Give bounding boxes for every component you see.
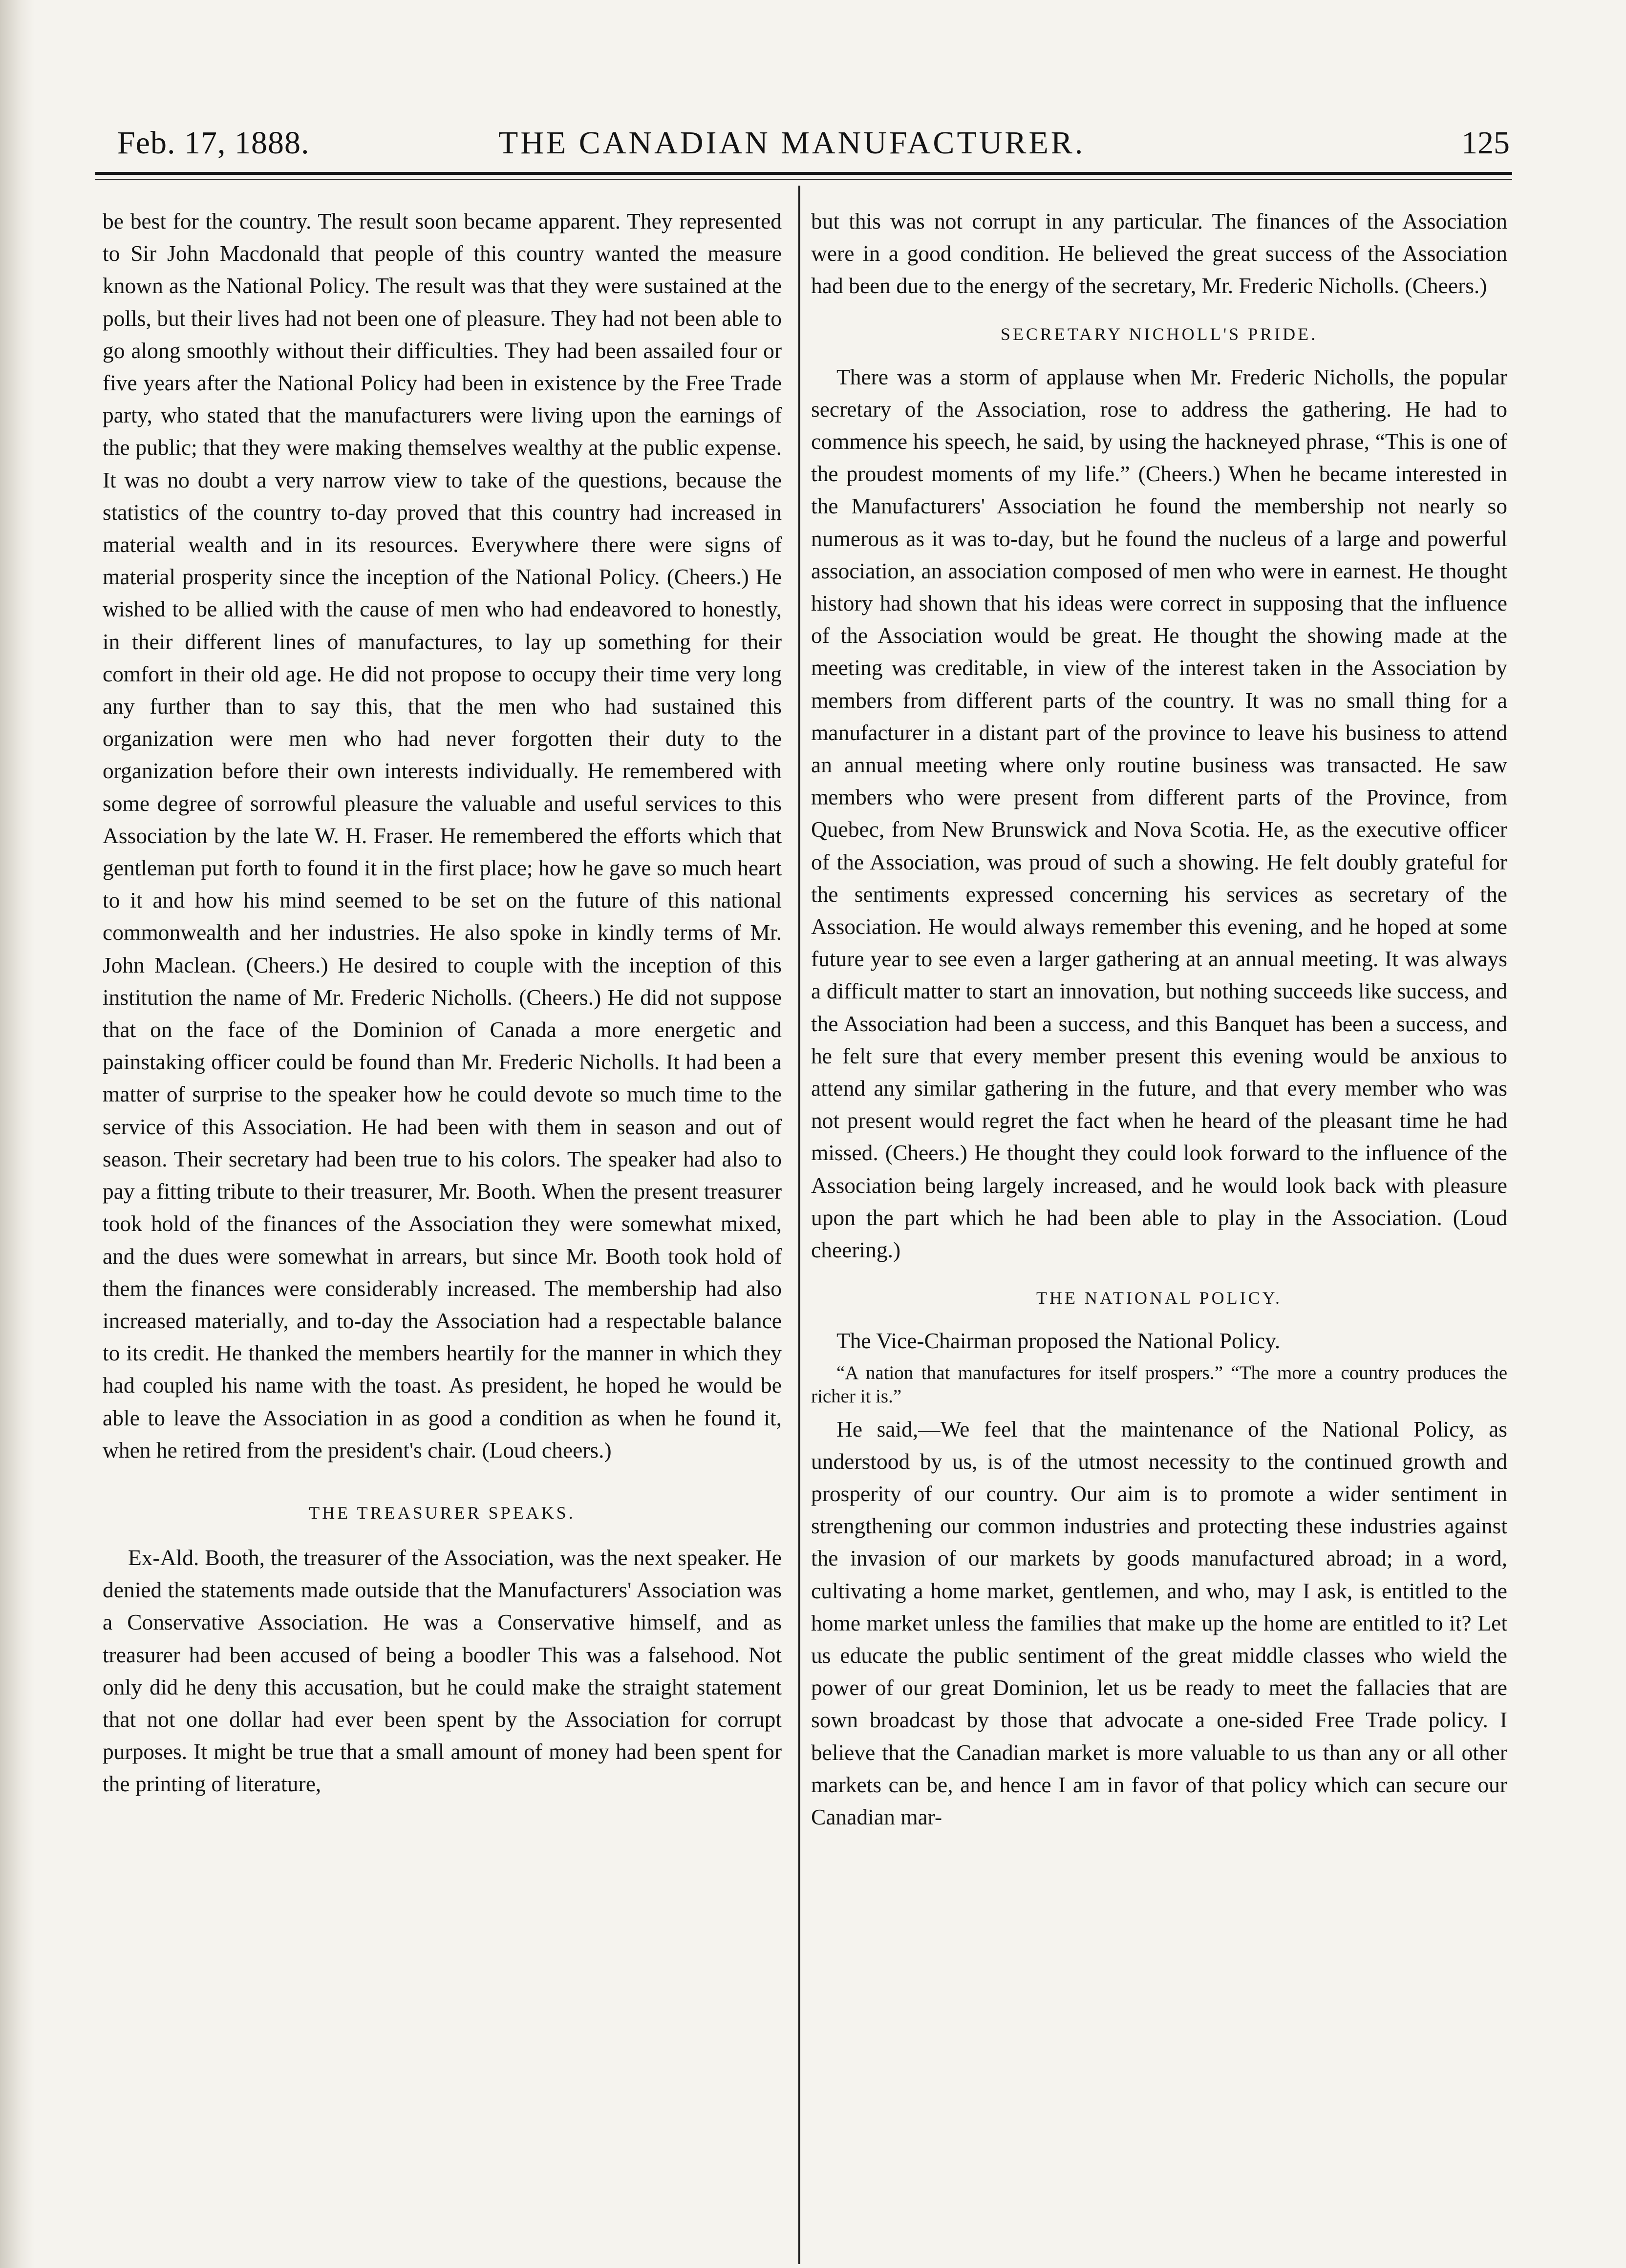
issue-date: Feb. 17, 1888.	[117, 125, 310, 161]
publication-title: THE CANADIAN MANUFACTURER.	[498, 125, 1086, 161]
right-column	[811, 205, 1507, 1833]
header-rule-thick	[95, 172, 1512, 175]
section-heading-secretary: SECRETARY NICHOLL'S PRIDE.	[1000, 324, 1318, 344]
article-paragraph: The Vice-Chairman proposed the National Policy.	[836, 1328, 1281, 1354]
scan-edge-shadow	[0, 0, 34, 2268]
column-divider	[798, 186, 800, 2264]
section-heading-national-policy: THE NATIONAL POLICY.	[1036, 1288, 1282, 1308]
page-header	[98, 125, 1510, 178]
article-paragraph: but this was not corrupt in any particular. The finances of the Association were in a good condition. He believed the great success of the Association had been due to the energy of the secretary, Mr. Frederic Nicholls. (Cheers.)	[811, 209, 1507, 298]
header-rule-thin	[95, 179, 1512, 180]
article-paragraph: He said,—We feel that the maintenance of the National Policy, as understood by us, is of the utmost necessity to the continued growth and prosperity of our country. Our aim is to promote a wider sentiment in strengthening our common industries and protecting these industries against the invasion of our markets by goods manufactured abroad; in a word, cultivating a home market, gentlemen, and who, may I ask, is entitled to the home market unless the families that make up the home are entitled to it? Let us educate the public sentiment of the great middle classes who wield the power of our great Dominion, let us be ready to meet the fallacies that are sown broadcast by those that advocate a one-sided Free Trade policy. I believe that the Canadian market is more valuable to us than any or all other markets can be, and hence I am in favor of that policy which can secure our Canadian mar-	[811, 1416, 1507, 1829]
motto-quote: “A nation that manufactures for itself prospers.” “The more a country produces the richer it is.”	[811, 1362, 1507, 1407]
left-column	[103, 205, 782, 1801]
section-heading-treasurer: THE TREASURER SPEAKS.	[309, 1503, 576, 1523]
page-number: 125	[1461, 125, 1510, 161]
article-paragraph: There was a storm of applause when Mr. Frederic Nicholls, the popular secretary of the Association, rose to address the gathering. He had to commence his speech, he said, by using the hackneyed phrase, “This is one of the proudest moments of my life.” (Cheers.) When he became interested in the Manufacturers' Association he found the membership not nearly so numerous as it was to-day, but he found the nucleus of a large and powerful association, an association composed of men who were in earnest. He thought history had shown that his ideas were correct in supposing that the influence of the Association would be great. He thought the showing made at the meeting was creditable, in view of the interest taken in the Association by members from different parts of the country. It was no small thing for a manufacturer in a distant part of the province to leave his business to attend an annual meeting where only routine business was transacted. He saw members who were present from different parts of the Province, from Quebec, from New Brunswick and Nova Scotia. He, as the executive officer of the Association, was proud of such a showing. He felt doubly grateful for the sentiments expressed concerning his services as secretary of the Association. He would always remember this evening, and he hoped at some future year to see even a larger gathering at an annual meeting. It was always a difficult matter to start an innovation, but nothing succeeds like success, and the Association had been a success, and this Banquet has been a success, and he felt sure that every member present this evening would be anxious to attend any similar gathering in the future, and that every member who was not present would regret the fact when he heard of the pleasant time he had missed. (Cheers.) He thought they could look forward to the influence of the Association being largely increased, and he would look back with pleasure upon the part which he had been able to play in the Association. (Loud cheering.)	[811, 364, 1507, 1263]
article-paragraph: Ex-Ald. Booth, the treasurer of the Association, was the next speaker. He denied the statements made outside that the Manufacturers' Association was a Conservative Association. He was a Conservative himself, and as treasurer had been accused of being a boodler This was a falsehood. Not only did he deny this accusation, but he could make the straight statement that not one dollar had ever been spent by the Association for corrupt purposes. It might be true that a small amount of money had been spent for the printing of literature,	[103, 1545, 782, 1797]
article-paragraph: be best for the country. The result soon became apparent. They represented to Sir John Macdonald that people of this country wanted the measure known as the National Policy. The result was that they were sustained at the polls, but their lives had not been one of pleasure. They had not been able to go along smoothly without their difficulties. They had been assailed four or five years after the National Policy had been in existence by the Free Trade party, who stated that the manufacturers were living upon the earnings of the public; that they were making themselves wealthy at the public expense. It was no doubt a very narrow view to take of the questions, because the statistics of the country to-day proved that this country had increased in material wealth and in its resources. Everywhere there were signs of material prosperity since the inception of the National Policy. (Cheers.) He wished to be allied with the cause of men who had endeavored to honestly, in their different lines of manufactures, to lay up something for their comfort in their old age. He did not propose to occupy their time very long any further than to say this, that the men who had sustained this organization were men who had never forgotten their duty to the organization before their own interests individually. He remembered with some degree of sorrowful pleasure the valuable and useful services to this Association by the late W. H. Fraser. He remembered the efforts which that gentleman put forth to found it in the first place; how he gave so much heart to it and how his mind seemed to be set on the future of this national commonwealth and her industries. He also spoke in kindly terms of Mr. John Maclean. (Cheers.) He desired to couple with the inception of this institution the name of Mr. Frederic Nicholls. (Cheers.) He did not suppose that on the face of the Dominion of Canada a more energetic and painstaking officer could be found than Mr. Frederic Nicholls. It had been a matter of surprise to the speaker how he could devote so much time to the service of this Association. He had been with them in season and out of season. Their secretary had been true to his colors. The speaker had also to pay a fitting tribute to their treasurer, Mr. Booth. When the present treasurer took hold of the finances of the Association they were somewhat mixed, and the dues were somewhat in arrears, but since Mr. Booth took hold of them the finances were considerably increased. The membership had also increased materially, and to-day the Association had a respectable balance to its credit. He thanked the members heartily for the manner in which they had coupled his name with the toast. As president, he hoped he would be able to leave the Association in as good a condition as when he found it, when he retired from the president's chair. (Loud cheers.)	[103, 209, 782, 1463]
